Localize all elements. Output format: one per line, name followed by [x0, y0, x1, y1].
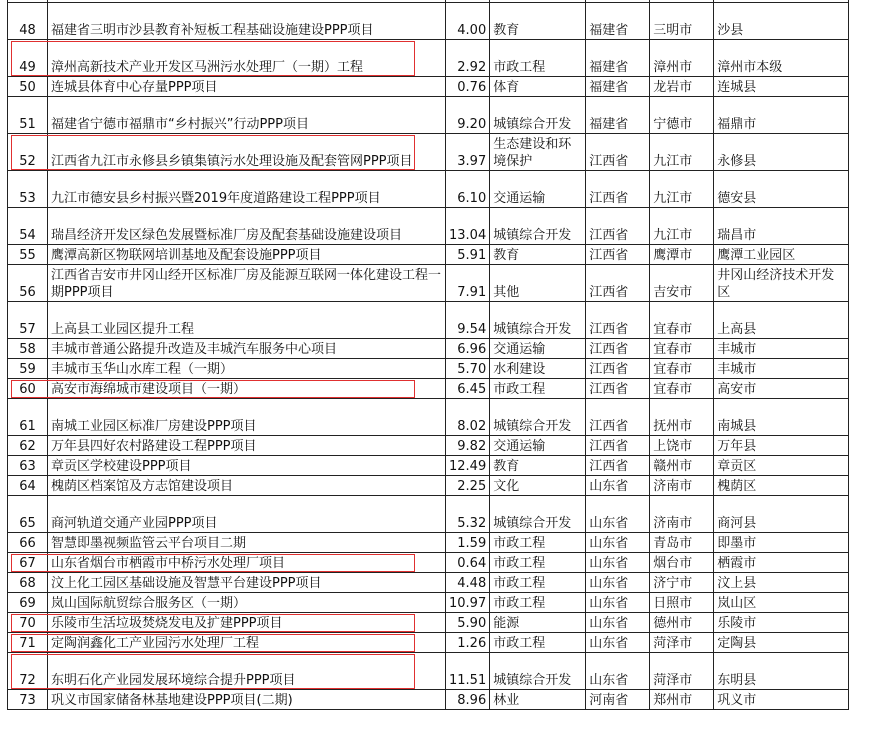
- county-cell: 德安县: [714, 171, 849, 208]
- investment-amount: 3.97: [446, 134, 490, 171]
- city-cell: 德州市: [650, 613, 714, 633]
- table-row: [8, 533, 849, 553]
- province-cell: 江西省: [586, 379, 650, 399]
- county-cell: 章贡区: [714, 456, 849, 476]
- province-cell: 江西省: [586, 399, 650, 436]
- investment-amount: 6.45: [446, 379, 490, 399]
- county-cell: 乐陵市: [714, 613, 849, 633]
- project-name: 瑞昌经济开发区绿色发展暨标准厂房及配套基础设施建设项目: [48, 208, 446, 245]
- county-cell: 汶上县: [714, 573, 849, 593]
- city-cell: 九江市: [650, 134, 714, 171]
- project-name: 岚山国际航贸综合服务区（一期）: [48, 593, 446, 613]
- row-number: 65: [8, 496, 48, 533]
- row-number: 70: [8, 613, 48, 633]
- table-row: [8, 208, 849, 245]
- project-name: 高安市海绵城市建设项目（一期）: [48, 379, 446, 399]
- row-number: 71: [8, 633, 48, 653]
- county-cell: 槐荫区: [714, 476, 849, 496]
- project-name: 连城县体育中心存量PPP项目: [48, 77, 446, 97]
- table-row: [8, 339, 849, 359]
- row-number: 59: [8, 359, 48, 379]
- project-name: 鹰潭高新区物联网培训基地及配套设施PPP项目: [48, 245, 446, 265]
- province-cell: 山东省: [586, 633, 650, 653]
- investment-amount: 4.48: [446, 573, 490, 593]
- city-cell: 菏泽市: [650, 653, 714, 690]
- city-cell: 上饶市: [650, 436, 714, 456]
- province-cell: 江西省: [586, 265, 650, 302]
- investment-amount: 2.92: [446, 40, 490, 77]
- project-name: 章贡区学校建设PPP项目: [48, 456, 446, 476]
- project-name: 丰城市玉华山水库工程（一期）: [48, 359, 446, 379]
- investment-amount: 9.20: [446, 97, 490, 134]
- table-row: [8, 97, 849, 134]
- row-number: 49: [8, 40, 48, 77]
- city-cell: 菏泽市: [650, 633, 714, 653]
- province-cell: 江西省: [586, 245, 650, 265]
- industry-cell: 城镇综合开发: [490, 302, 586, 339]
- county-cell: 沙县: [714, 3, 849, 40]
- industry-cell: 市政工程: [490, 533, 586, 553]
- industry-cell: 其他: [490, 265, 586, 302]
- row-number: 72: [8, 653, 48, 690]
- row-number: 56: [8, 265, 48, 302]
- province-cell: 江西省: [586, 456, 650, 476]
- project-name: 江西省吉安市井冈山经开区标准厂房及能源互联网一体化建设工程一期PPP项目: [48, 265, 446, 302]
- project-name: 乐陵市生活垃圾焚烧发电及扩建PPP项目: [48, 613, 446, 633]
- city-cell: 三明市: [650, 3, 714, 40]
- province-cell: 江西省: [586, 171, 650, 208]
- project-name: 万年县四好农村路建设工程PPP项目: [48, 436, 446, 456]
- row-number: 52: [8, 134, 48, 171]
- table-row: [8, 496, 849, 533]
- county-cell: 丰城市: [714, 359, 849, 379]
- table-row: [8, 476, 849, 496]
- city-cell: 济宁市: [650, 573, 714, 593]
- industry-cell: 生态建设和环境保护: [490, 134, 586, 171]
- city-cell: 宜春市: [650, 359, 714, 379]
- province-cell: 江西省: [586, 302, 650, 339]
- project-name: 九江市德安县乡村振兴暨2019年度道路建设工程PPP项目: [48, 171, 446, 208]
- industry-cell: 交通运输: [490, 339, 586, 359]
- industry-cell: 市政工程: [490, 379, 586, 399]
- industry-cell: 教育: [490, 456, 586, 476]
- province-cell: 福建省: [586, 77, 650, 97]
- table-row: [8, 593, 849, 613]
- table-row: [8, 171, 849, 208]
- province-cell: 山东省: [586, 496, 650, 533]
- province-cell: 河南省: [586, 690, 650, 710]
- table-row: [8, 690, 849, 710]
- investment-amount: 1.26: [446, 633, 490, 653]
- row-number: 51: [8, 97, 48, 134]
- county-cell: 高安市: [714, 379, 849, 399]
- county-cell: 瑞昌市: [714, 208, 849, 245]
- industry-cell: 能源: [490, 613, 586, 633]
- table-row: [8, 265, 849, 302]
- project-name: 上高县工业园区提升工程: [48, 302, 446, 339]
- county-cell: 漳州市本级: [714, 40, 849, 77]
- industry-cell: 林业: [490, 690, 586, 710]
- investment-amount: 8.02: [446, 399, 490, 436]
- project-name: 东明石化产业园发展环境综合提升PPP项目: [48, 653, 446, 690]
- investment-amount: 9.82: [446, 436, 490, 456]
- province-cell: 江西省: [586, 134, 650, 171]
- province-cell: 福建省: [586, 97, 650, 134]
- investment-amount: 13.04: [446, 208, 490, 245]
- project-table: [7, 0, 849, 710]
- investment-amount: 1.59: [446, 533, 490, 553]
- industry-cell: 城镇综合开发: [490, 653, 586, 690]
- county-cell: 定陶县: [714, 633, 849, 653]
- industry-cell: 体育: [490, 77, 586, 97]
- investment-amount: 5.32: [446, 496, 490, 533]
- investment-amount: 6.10: [446, 171, 490, 208]
- industry-cell: 交通运输: [490, 171, 586, 208]
- investment-amount: 10.97: [446, 593, 490, 613]
- row-number: 68: [8, 573, 48, 593]
- investment-amount: 12.49: [446, 456, 490, 476]
- project-name: 江西省九江市永修县乡镇集镇污水处理设施及配套管网PPP项目: [48, 134, 446, 171]
- city-cell: 宜春市: [650, 379, 714, 399]
- province-cell: 山东省: [586, 553, 650, 573]
- city-cell: 日照市: [650, 593, 714, 613]
- row-number: 62: [8, 436, 48, 456]
- industry-cell: 水利建设: [490, 359, 586, 379]
- table-row: [8, 399, 849, 436]
- county-cell: 栖霞市: [714, 553, 849, 573]
- table-row: [8, 302, 849, 339]
- city-cell: 吉安市: [650, 265, 714, 302]
- county-cell: 丰城市: [714, 339, 849, 359]
- county-cell: 商河县: [714, 496, 849, 533]
- row-number: 48: [8, 3, 48, 40]
- investment-amount: 0.64: [446, 553, 490, 573]
- city-cell: 郑州市: [650, 690, 714, 710]
- county-cell: 即墨市: [714, 533, 849, 553]
- county-cell: 东明县: [714, 653, 849, 690]
- province-cell: 福建省: [586, 3, 650, 40]
- project-name: 福建省宁德市福鼎市“乡村振兴”行动PPP项目: [48, 97, 446, 134]
- province-cell: 江西省: [586, 359, 650, 379]
- industry-cell: 教育: [490, 3, 586, 40]
- table-row: [8, 436, 849, 456]
- investment-amount: 7.91: [446, 265, 490, 302]
- project-name: 漳州高新技术产业开发区马洲污水处理厂（一期）工程: [48, 40, 446, 77]
- province-cell: 江西省: [586, 208, 650, 245]
- city-cell: 宜春市: [650, 339, 714, 359]
- project-name: 商河轨道交通产业园PPP项目: [48, 496, 446, 533]
- investment-amount: 8.96: [446, 690, 490, 710]
- investment-amount: 11.51: [446, 653, 490, 690]
- county-cell: 岚山区: [714, 593, 849, 613]
- city-cell: 漳州市: [650, 40, 714, 77]
- row-number: 61: [8, 399, 48, 436]
- county-cell: 南城县: [714, 399, 849, 436]
- row-number: 50: [8, 77, 48, 97]
- table-row: [8, 573, 849, 593]
- city-cell: 鹰潭市: [650, 245, 714, 265]
- city-cell: 济南市: [650, 476, 714, 496]
- city-cell: 宜春市: [650, 302, 714, 339]
- city-cell: 抚州市: [650, 399, 714, 436]
- province-cell: 山东省: [586, 613, 650, 633]
- project-name: 巩义市国家储备林基地建设PPP项目(二期): [48, 690, 446, 710]
- county-cell: 巩义市: [714, 690, 849, 710]
- industry-cell: 城镇综合开发: [490, 208, 586, 245]
- county-cell: 万年县: [714, 436, 849, 456]
- city-cell: 烟台市: [650, 553, 714, 573]
- province-cell: 江西省: [586, 436, 650, 456]
- table-row: [8, 613, 849, 633]
- industry-cell: 市政工程: [490, 573, 586, 593]
- industry-cell: 文化: [490, 476, 586, 496]
- table-row: [8, 456, 849, 476]
- county-cell: 鹰潭工业园区: [714, 245, 849, 265]
- city-cell: 宁德市: [650, 97, 714, 134]
- project-name: 汶上化工园区基础设施及智慧平台建设PPP项目: [48, 573, 446, 593]
- row-number: 57: [8, 302, 48, 339]
- investment-amount: 6.96: [446, 339, 490, 359]
- county-cell: 井冈山经济技术开发区: [714, 265, 849, 302]
- row-number: 69: [8, 593, 48, 613]
- county-cell: 连城县: [714, 77, 849, 97]
- investment-amount: 5.90: [446, 613, 490, 633]
- row-number: 60: [8, 379, 48, 399]
- project-name: 南城工业园区标准厂房建设PPP项目: [48, 399, 446, 436]
- project-name: 智慧即墨视频监管云平台项目二期: [48, 533, 446, 553]
- table-row: [8, 653, 849, 690]
- industry-cell: 城镇综合开发: [490, 97, 586, 134]
- province-cell: 山东省: [586, 533, 650, 553]
- county-cell: 上高县: [714, 302, 849, 339]
- city-cell: 济南市: [650, 496, 714, 533]
- project-name: 定陶润鑫化工产业园污水处理厂工程: [48, 633, 446, 653]
- province-cell: 山东省: [586, 476, 650, 496]
- table-row: [8, 40, 849, 77]
- row-number: 63: [8, 456, 48, 476]
- province-cell: 江西省: [586, 339, 650, 359]
- province-cell: 福建省: [586, 40, 650, 77]
- row-number: 66: [8, 533, 48, 553]
- county-cell: 永修县: [714, 134, 849, 171]
- row-number: 55: [8, 245, 48, 265]
- city-cell: 九江市: [650, 208, 714, 245]
- industry-cell: 教育: [490, 245, 586, 265]
- table-row: [8, 245, 849, 265]
- province-cell: 山东省: [586, 653, 650, 690]
- province-cell: 山东省: [586, 593, 650, 613]
- row-number: 67: [8, 553, 48, 573]
- table-row: [8, 3, 849, 40]
- row-number: 64: [8, 476, 48, 496]
- industry-cell: 市政工程: [490, 633, 586, 653]
- project-name: 山东省烟台市栖霞市中桥污水处理厂项目: [48, 553, 446, 573]
- project-name: 丰城市普通公路提升改造及丰城汽车服务中心项目: [48, 339, 446, 359]
- city-cell: 青岛市: [650, 533, 714, 553]
- table-row: [8, 77, 849, 97]
- city-cell: 龙岩市: [650, 77, 714, 97]
- project-name: 福建省三明市沙县教育补短板工程基础设施建设PPP项目: [48, 3, 446, 40]
- table-row: [8, 553, 849, 573]
- province-cell: 山东省: [586, 573, 650, 593]
- industry-cell: 市政工程: [490, 40, 586, 77]
- investment-amount: 4.00: [446, 3, 490, 40]
- table-row: [8, 633, 849, 653]
- investment-amount: 9.54: [446, 302, 490, 339]
- row-number: 58: [8, 339, 48, 359]
- industry-cell: 城镇综合开发: [490, 496, 586, 533]
- investment-amount: 5.91: [446, 245, 490, 265]
- table-row: [8, 379, 849, 399]
- industry-cell: 交通运输: [490, 436, 586, 456]
- investment-amount: 0.76: [446, 77, 490, 97]
- city-cell: 九江市: [650, 171, 714, 208]
- table-row: [8, 134, 849, 171]
- industry-cell: 市政工程: [490, 593, 586, 613]
- row-number: 53: [8, 171, 48, 208]
- industry-cell: 市政工程: [490, 553, 586, 573]
- table-row: [8, 359, 849, 379]
- project-name: 槐荫区档案馆及方志馆建设项目: [48, 476, 446, 496]
- city-cell: 赣州市: [650, 456, 714, 476]
- investment-amount: 2.25: [446, 476, 490, 496]
- row-number: 54: [8, 208, 48, 245]
- investment-amount: 5.70: [446, 359, 490, 379]
- row-number: 73: [8, 690, 48, 710]
- industry-cell: 城镇综合开发: [490, 399, 586, 436]
- county-cell: 福鼎市: [714, 97, 849, 134]
